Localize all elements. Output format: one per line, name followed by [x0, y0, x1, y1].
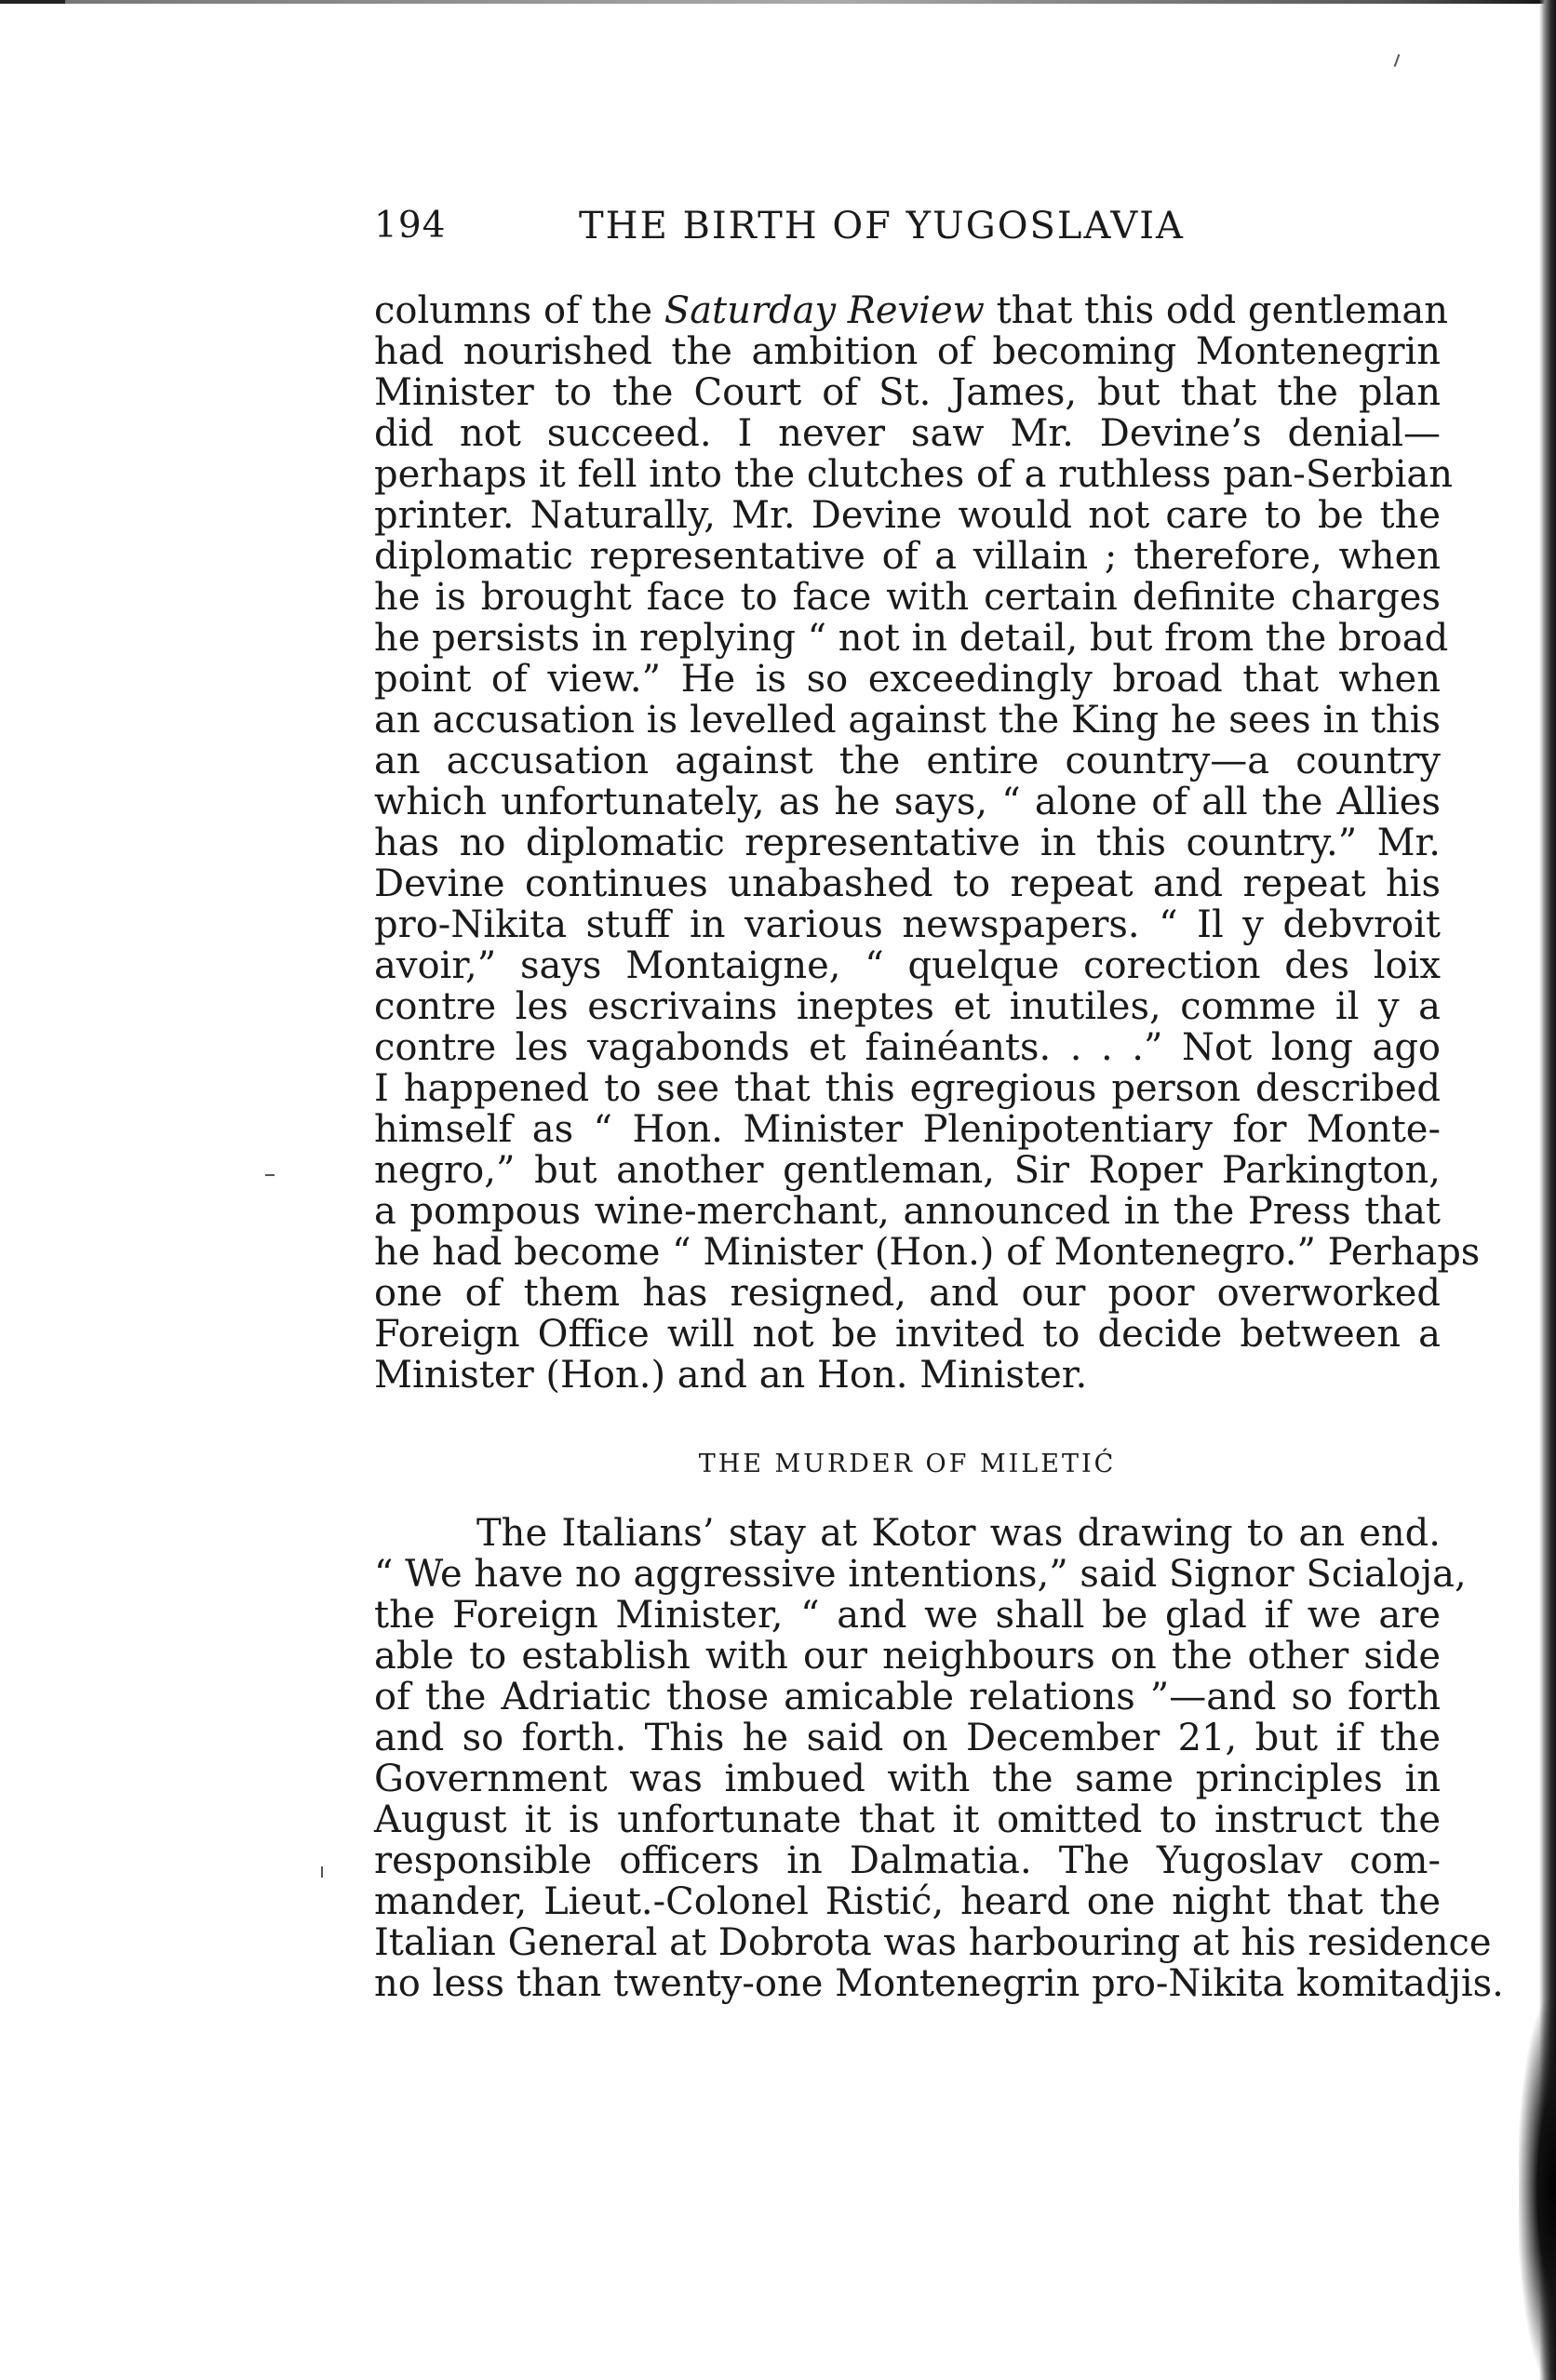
text-line: Devine continues unabashed to repeat and repeat his [374, 862, 1441, 905]
text-line: an accusation against the entire country—a country [374, 740, 1441, 782]
text-line: has no diplomatic representative in this country.” Mr. [374, 822, 1441, 864]
page-number: 194 [374, 205, 447, 247]
text-line: Government was imbued with the same principles in [374, 1758, 1441, 1800]
scan-edge-shadow [1519, 2000, 1556, 2380]
text-line: contre les vagabonds et fainéants. . . .” Not long ago [374, 1026, 1441, 1069]
text-line: pro-Nikita stuff in various newspapers. “ Il y debvroit [374, 903, 1441, 946]
text-line: of the Adriatic those amicable relations ”—and so forth [374, 1676, 1441, 1718]
scan-speck [321, 1866, 323, 1878]
text-line: I happened to see that this egregious person described [374, 1067, 1441, 1110]
text-line: one of them has resigned, and our poor overworked [374, 1272, 1441, 1315]
italic-title: Saturday Review [664, 289, 985, 332]
text-line: printer. Naturally, Mr. Devine would not care to be the [374, 494, 1441, 537]
scan-speck [265, 1174, 275, 1176]
text-line: Minister to the Court of St. James, but that the plan [374, 371, 1441, 414]
text-line: point of view.” He is so exceedingly broad that when [374, 658, 1441, 701]
text-line: he is brought face to face with certain definite charges [374, 576, 1441, 619]
text-line: columns of the Saturday Review that this odd gentleman [374, 289, 1449, 332]
text-line: he persists in replying “ not in detail, but from the broad [374, 617, 1449, 660]
text-line: able to establish with our neighbours on the other side [374, 1635, 1441, 1678]
text-line: diplomatic representative of a villain ; therefore, when [374, 535, 1441, 578]
section-heading: THE MURDER OF MILETIĆ [698, 1450, 1117, 1478]
running-head [374, 205, 1441, 253]
text-line: he had become “ Minister (Hon.) of Montenegro.” Perhaps [374, 1231, 1481, 1274]
book-title: THE BIRTH OF YUGOSLAVIA [579, 205, 1185, 247]
text-line: had nourished the ambition of becoming Montenegrin [374, 330, 1441, 373]
text-line: no less than twenty-one Montenegrin pro-Nikita komitadjis. [374, 1962, 1504, 2005]
text-line: an accusation is levelled against the King he sees in this [374, 699, 1441, 742]
text-line: contre les escrivains ineptes et inutiles, comme il y a [374, 985, 1441, 1028]
text-line: Minister (Hon.) and an Hon. Minister. [374, 1354, 1088, 1397]
scan-edge-top [0, 0, 1556, 4]
text-line: the Foreign Minister, “ and we shall be glad if we are [374, 1594, 1441, 1637]
text-line: himself as “ Hon. Minister Plenipotentiary for Monte- [374, 1108, 1441, 1151]
text-line: August it is unfortunate that it omitted to instruct the [374, 1798, 1441, 1841]
text-line: negro,” but another gentleman, Sir Roper Parkington, [374, 1149, 1441, 1192]
paragraph-2 [374, 1512, 1504, 2005]
text-line: a pompous wine-merchant, announced in the Press that [374, 1190, 1441, 1233]
text-line: mander, Lieut.-Colonel Ristić, heard one night that the [374, 1880, 1441, 1923]
text-line: responsible officers in Dalmatia. The Yugoslav com- [374, 1839, 1441, 1882]
scan-speck [1394, 54, 1401, 67]
text-line: The Italians’ stay at Kotor was drawing to an end. [476, 1512, 1441, 1555]
text-line: Italian General at Dobrota was harbouring at his residence [374, 1921, 1492, 1964]
text-line: avoir,” says Montaigne, “ quelque corection des loix [374, 944, 1441, 987]
text-line: did not succeed. I never saw Mr. Devine’s denial— [374, 412, 1441, 455]
text-line: and so forth. This he said on December 21, but if the [374, 1717, 1441, 1759]
text-line: perhaps it fell into the clutches of a ruthless pan-Serbian [374, 453, 1454, 496]
text-line: Foreign Office will not be invited to decide between a [374, 1313, 1441, 1356]
text-line: which unfortunately, as he says, “ alone of all the Allies [374, 781, 1441, 823]
text-line: “ We have no aggressive intentions,” said Signor Scialoja, [374, 1553, 1467, 1596]
paragraph-1 [374, 289, 1481, 1397]
